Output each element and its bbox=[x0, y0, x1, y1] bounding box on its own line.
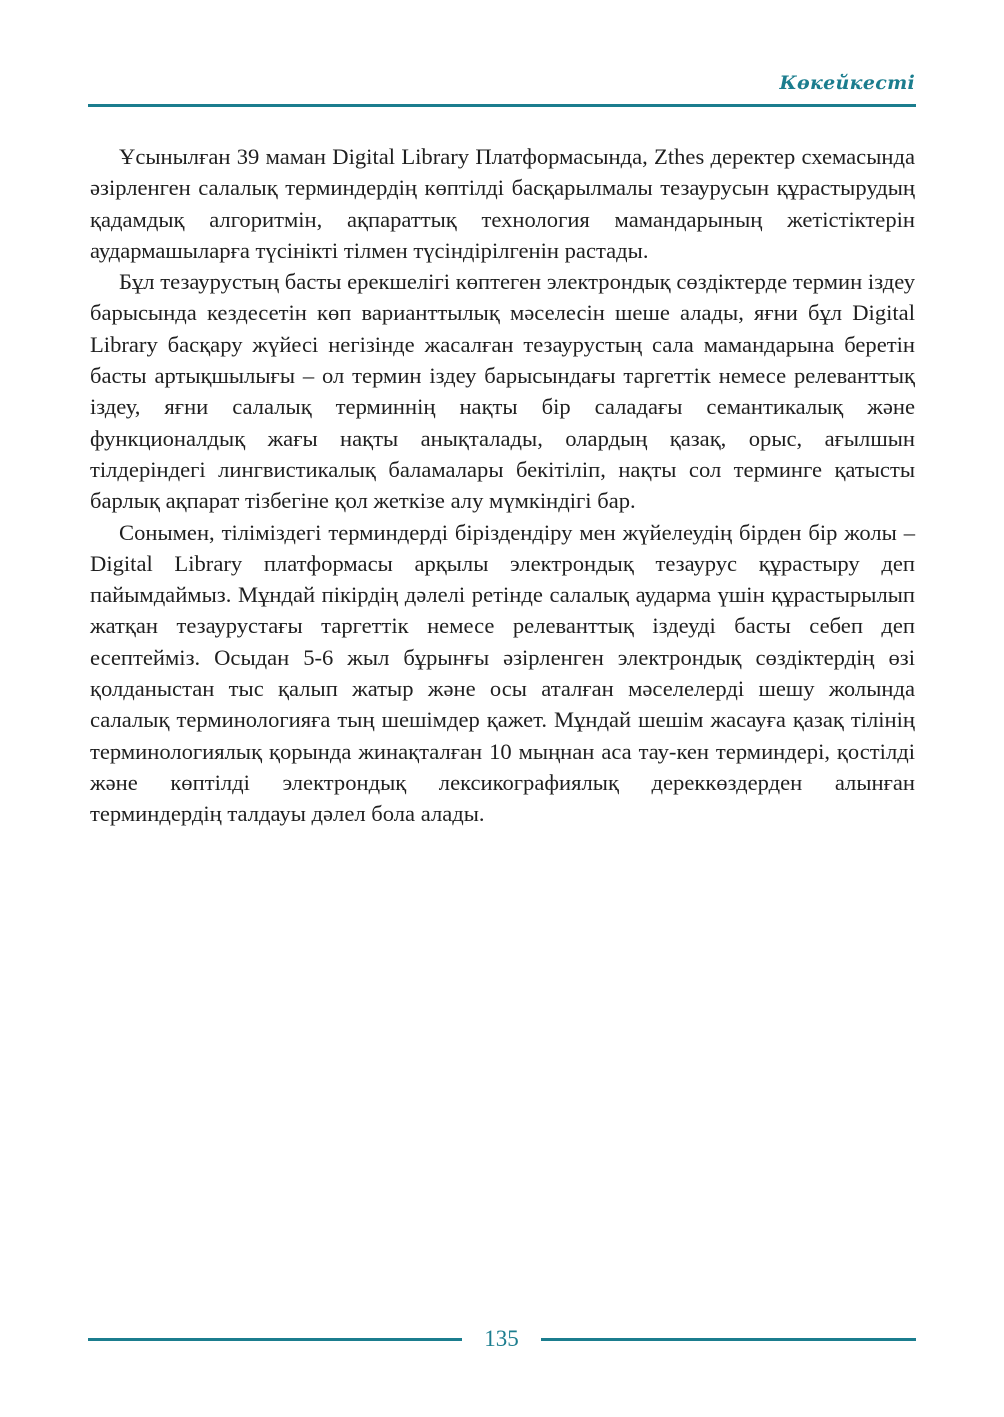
paragraph-2: Бұл тезаурустың басты ерекшелігі көптеген электрондық сөздіктерде термин іздеу барысында кездесетін көп варианттылық мәселесін шеше алады, яғни бұл Digital Library басқару жүйесі негізінде жасалған тезаурустың сала мамандарына беретін басты артықшылығы – ол термин іздеу барысындағы таргеттік немесе релеванттық іздеу, яғни салалық терминнің нақты бір саладағы семантикалық және функционалдық жағы нақты анықталады, олардың қазақ, орыс, ағылшын тілдеріндегі лингвистикалық баламалары бекітіліп, нақты сол терминге қатысты барлық ақпарат тізбегіне қол жеткізе алу мүмкіндігі бар. bbox=[90, 269, 915, 514]
body-text bbox=[90, 141, 915, 830]
footer-divider-right bbox=[541, 1338, 916, 1341]
running-title: Көкейкесті bbox=[779, 72, 915, 94]
header-divider bbox=[88, 104, 916, 107]
page-number: 135 bbox=[484, 1326, 519, 1351]
paragraph-3: Сонымен, тіліміздегі терминдерді біріздендіру мен жүйелеудің бірден бір жолы – Digital Library платформасы арқылы электрондық тезаурус құрастыру деп пайымдаймыз. Мұндай пікірдің дәлелі ретінде салалық аударма үшін құрастырылып жатқан тезаурустағы таргеттік немесе релеванттық іздеуді басты себеп деп есептейміз. Осыдан 5-6 жыл бұрынғы әзірленген электрондық сөздіктердің өзі қолданыстан тыс қалып жатыр және осы аталған мәселелерді шешу жолында салалық терминологияға тың шешімдер қажет. Мұндай шешім жасауға қазақ тілінің терминологиялық қорында жинақталған 10 мыңнан аса тау-кен терминдері, қостілді және көптілді электрондық лексикографиялық дереккөздерден алынған терминдердің талдауы дәлел бола алады. bbox=[90, 519, 915, 827]
paragraph-1: Ұсынылған 39 маман Digital Library Платформасында, Zthes деректер схемасында әзірленген салалық терминдердің көптілді басқарылмалы тезаурусын құрастырудың қадамдық алгоритмін, ақпараттық технология мамандарының жетістіктерін аудармашыларға түсінікті тілмен түсіндірілгенін растады. bbox=[90, 144, 915, 263]
footer-divider-left bbox=[88, 1338, 462, 1341]
